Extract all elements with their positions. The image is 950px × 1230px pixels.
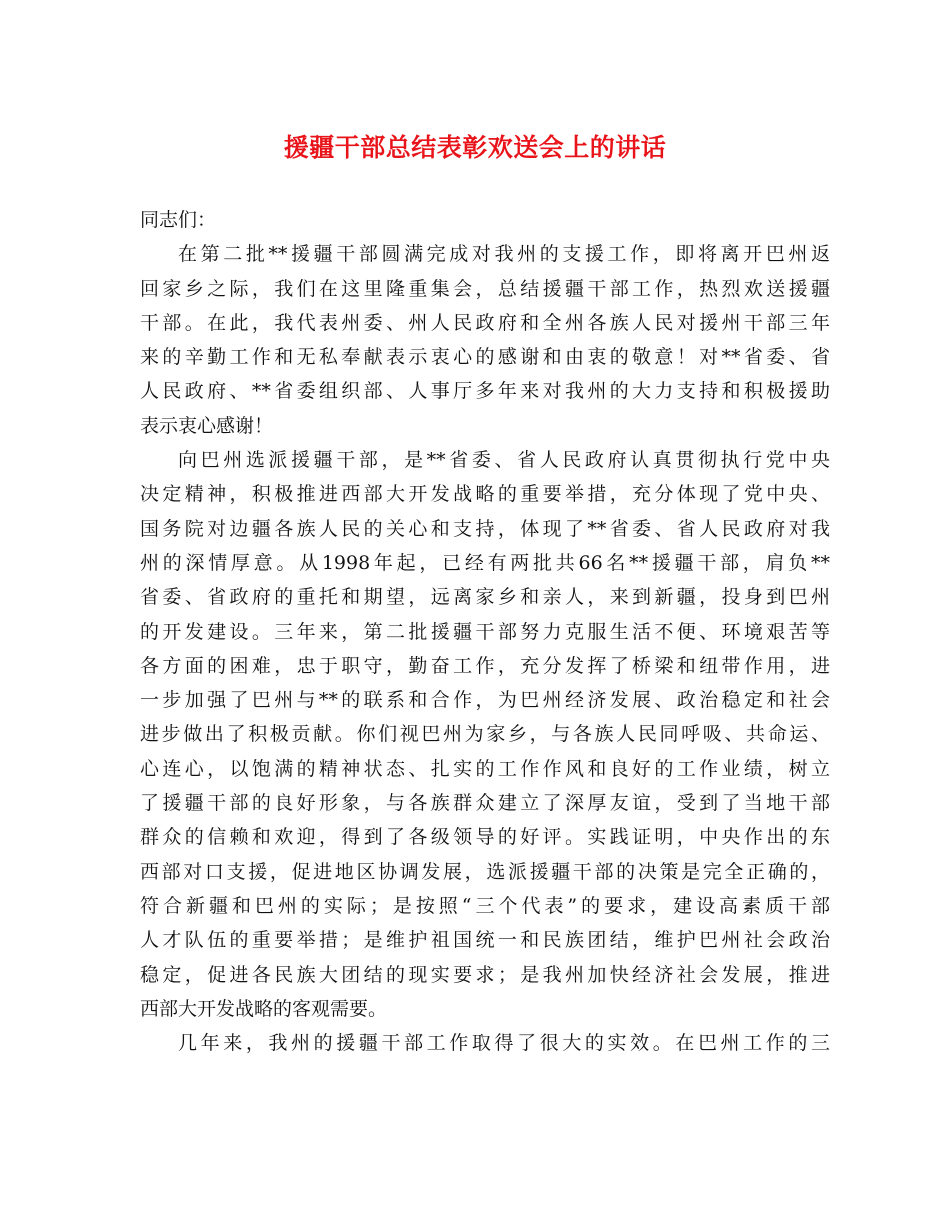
- text-line: 西部对口支援，促进地区协调发展，选派援疆干部的决策是完全正确的，: [140, 860, 830, 883]
- paragraph-2: [140, 443, 830, 1026]
- text-line: 了援疆干部的良好形象，与各族群众建立了深厚友谊，受到了当地干部: [140, 792, 830, 815]
- text-line: 人才队伍的重要举措；是维护祖国统一和民族团结，维护巴州社会政治: [140, 929, 830, 952]
- text-line: 一步加强了巴州与**的联系和合作，为巴州经济发展、政治稳定和社会: [140, 689, 830, 712]
- text-line: 在第二批**援疆干部圆满完成对我州的支援工作，即将离开巴州返: [178, 243, 830, 266]
- text-line: 西部大开发战略的客观需要。: [140, 997, 388, 1020]
- text-line: 表示衷心感谢！: [140, 414, 274, 437]
- text-line: 人民政府、**省委组织部、人事厅多年来对我州的大力支持和积极援助: [140, 380, 830, 403]
- document-title: 援疆干部总结表彰欢送会上的讲话: [283, 133, 667, 162]
- text-line: 来的辛勤工作和无私奉献表示衷心的感谢和由衷的敬意！对**省委、省: [140, 346, 830, 369]
- paragraph-3: [140, 1026, 830, 1060]
- text-line: 决定精神，积极推进西部大开发战略的重要举措，充分体现了党中央、: [140, 483, 830, 506]
- text-line: 国务院对边疆各族人民的关心和支持，体现了**省委、省人民政府对我: [140, 517, 830, 540]
- text-line: 回家乡之际，我们在这里隆重集会，总结援疆干部工作，热烈欢送援疆: [140, 277, 830, 300]
- document-body: [140, 203, 830, 1060]
- text-line: 的开发建设。三年来，第二批援疆干部努力克服生活不便、环境艰苦等: [140, 620, 830, 643]
- text-line: 群众的信赖和欢迎，得到了各级领导的好评。实践证明，中央作出的东: [140, 826, 830, 849]
- salutation: 同志们：: [140, 209, 217, 231]
- text-line: 向巴州选派援疆干部，是**省委、省人民政府认真贯彻执行党中央: [178, 449, 830, 472]
- text-line: 干部。在此，我代表州委、州人民政府和全州各族人民对援州干部三年: [140, 311, 830, 334]
- paragraph-1: [140, 237, 830, 443]
- text-line: 稳定，促进各民族大团结的现实要求；是我州加快经济社会发展，推进: [140, 963, 830, 986]
- text-line: 州的深情厚意。从1998年起，已经有两批共66名**援疆干部，肩负**: [140, 551, 830, 574]
- text-line: 几年来，我州的援疆干部工作取得了很大的实效。在巴州工作的三: [178, 1032, 830, 1055]
- text-line: 进步做出了积极贡献。你们视巴州为家乡，与各族人民同呼吸、共命运、: [140, 723, 830, 746]
- text-line: 符合新疆和巴州的实际；是按照“三个代表”的要求，建设高素质干部: [140, 894, 830, 917]
- text-line: 各方面的困难，忠于职守，勤奋工作，充分发挥了桥梁和纽带作用，进: [140, 654, 830, 677]
- text-line: 心连心，以饱满的精神状态、扎实的工作作风和良好的工作业绩，树立: [140, 757, 830, 780]
- text-line: 省委、省政府的重托和期望，远离家乡和亲人，来到新疆，投身到巴州: [140, 586, 830, 609]
